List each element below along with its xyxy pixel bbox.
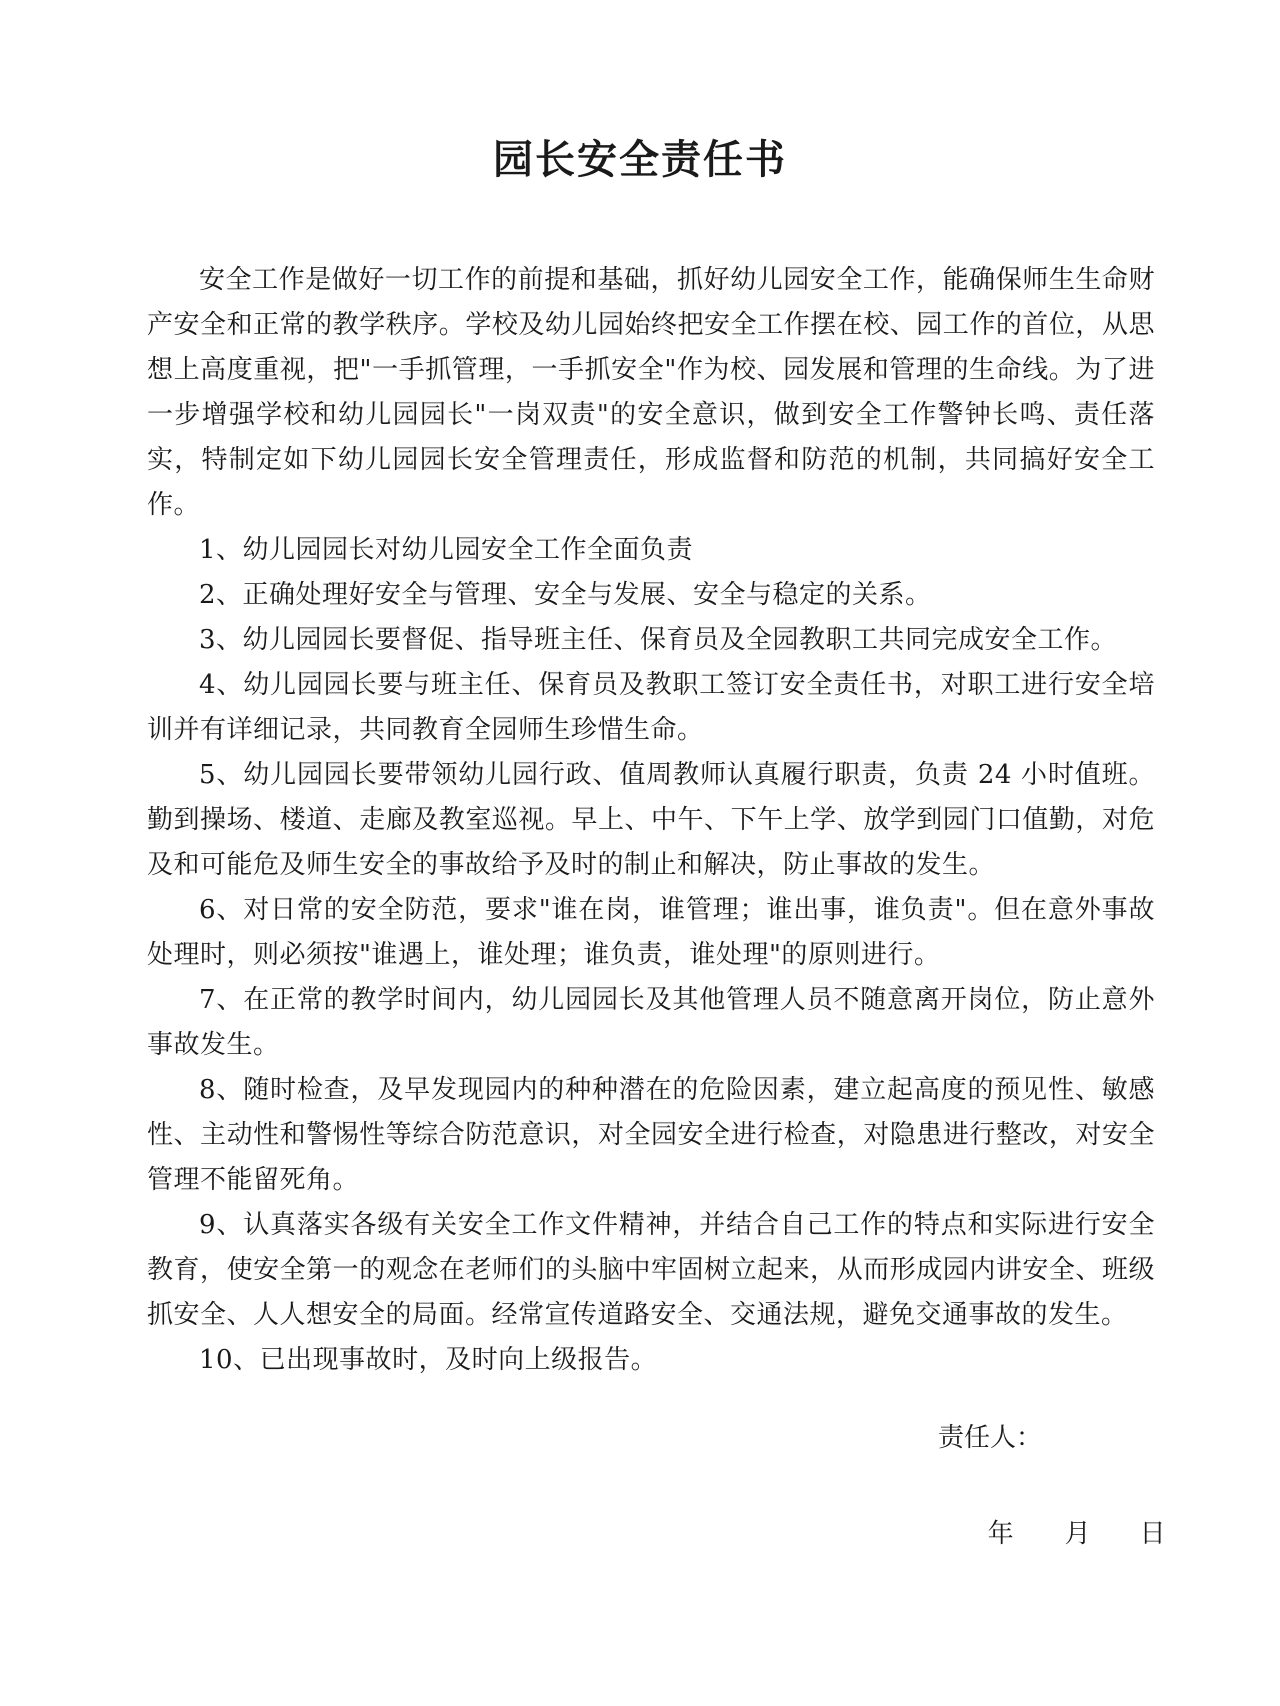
document-body [147,258,1155,1383]
date-month-label: 月 [1064,1519,1091,1549]
clause-3: 3、幼儿园园长要督促、指导班主任、保育员及全园教职工共同完成安全工作。 [199,625,1118,655]
date-day-label: 日 [1139,1519,1166,1549]
clause-7: 7、在正常的教学时间内，幼儿园园长及其他管理人员不随意离开岗位，防止意外事故发生。 [147,985,1155,1060]
clause-6: 6、对日常的安全防范，要求"谁在岗，谁管理；谁出事，谁负责"。但在意外事故处理时，则必须按"谁遇上，谁处理；谁负责，谁处理"的原则进行。 [147,895,1155,970]
responsible-person-label: 责任人： [938,1423,1043,1453]
clause-5: 5、幼儿园园长要带领幼儿园行政、值周教师认真履行职责，负责 24 小时值班。勤到操场、楼道、走廊及教室巡视。早上、中午、下午上学、放学到园门口值勤，对危及和可能危及师生安全的事故给予及时的制止和解决，防止事故的发生。 [147,760,1156,880]
clause-4: 4、幼儿园园长要与班主任、保育员及教职工签订安全责任书，对职工进行安全培训并有详细记录，共同教育全园师生珍惜生命。 [147,670,1155,745]
signature-date [938,1462,1166,1606]
signature-block [938,1414,1166,1606]
clause-9: 9、认真落实各级有关安全工作文件精神，并结合自己工作的特点和实际进行安全教育，使安全第一的观念在老师们的头脑中牢固树立起来，从而形成园内讲安全、班级抓安全、人人想安全的局面。经常宣传道路安全、交通法规，避免交通事故的发生。 [147,1210,1155,1330]
intro-paragraph: 安全工作是做好一切工作的前提和基础，抓好幼儿园安全工作，能确保师生生命财产安全和正常的教学秩序。学校及幼儿园始终把安全工作摆在校、园工作的首位，从思想上高度重视，把"一手抓管理，一手抓安全"作为校、园发展和管理的生命线。为了进一步增强学校和幼儿园园长"一岗双责"的安全意识，做到安全工作警钟长鸣、责任落实，特制定如下幼儿园园长安全管理责任，形成监督和防范的机制，共同搞好安全工作。 [147,265,1155,520]
clause-8: 8、随时检查，及早发现园内的种种潜在的危险因素，建立起高度的预见性、敏感性、主动性和警惕性等综合防范意识，对全园安全进行检查，对隐患进行整改，对安全管理不能留死角。 [147,1075,1155,1195]
document-title: 园长安全责任书 [493,137,787,183]
clause-10: 10、已出现事故时，及时向上级报告。 [199,1345,658,1375]
clause-1: 1、幼儿园园长对幼儿园安全工作全面负责 [199,535,694,565]
date-year-label: 年 [987,1519,1014,1549]
clause-2: 2、正确处理好安全与管理、安全与发展、安全与稳定的关系。 [199,580,932,610]
